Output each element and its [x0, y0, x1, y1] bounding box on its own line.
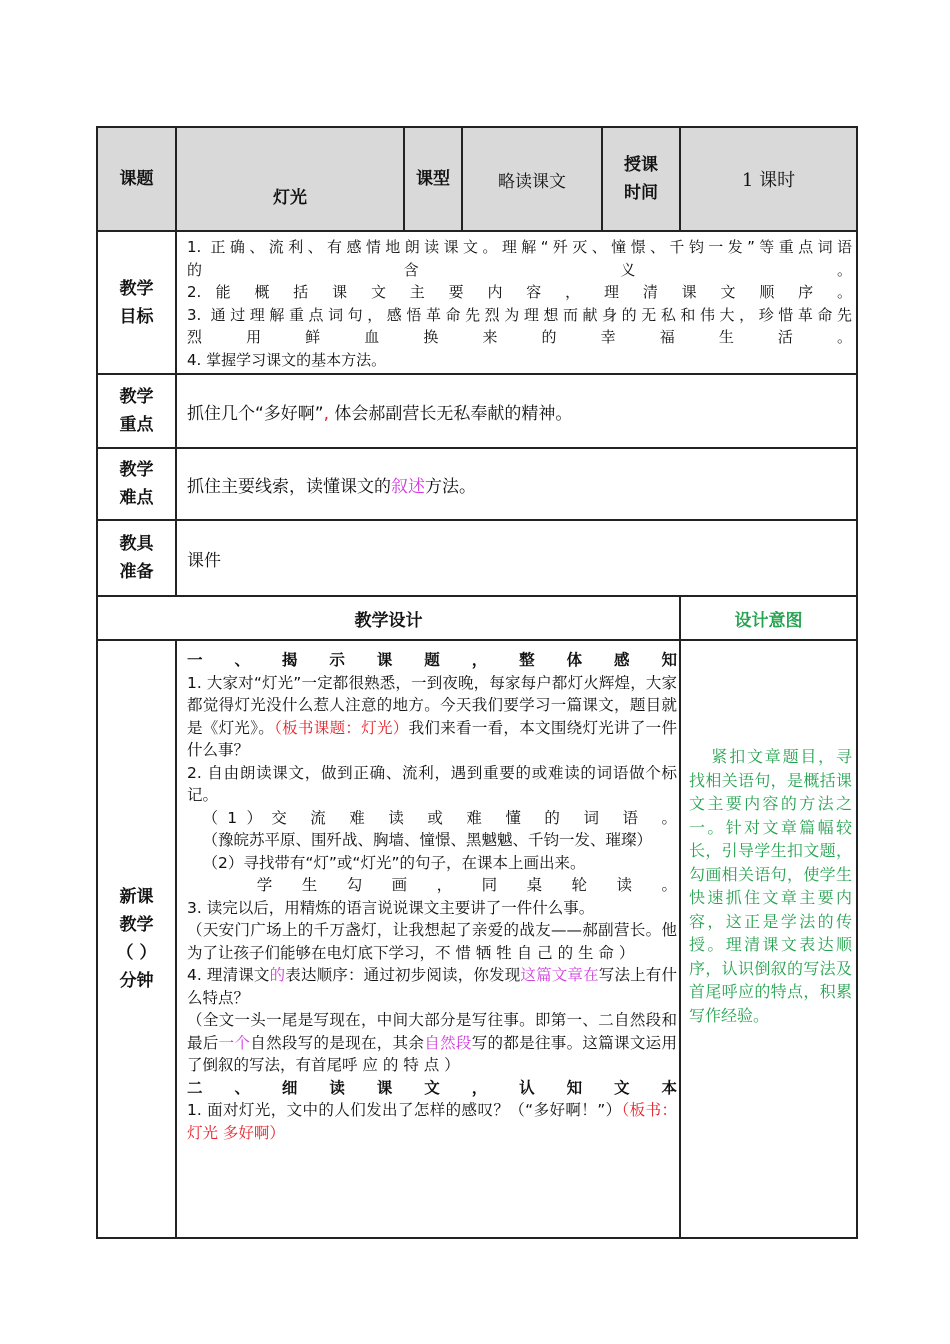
section-heading-2: 二 、 细 读 课 文 ， 认 知 文 本: [187, 1078, 677, 1097]
paragraph-2: 2. 自由朗读课文，做到正确、流利，遇到重要的或难读的词语做个标记。: [187, 763, 677, 804]
p10-text-c: 写的都是往事。这篇课文运用了倒叙的写法，有首尾呼 应 的 特 点 ）: [187, 1033, 677, 1074]
goals-label-line-1: 教学: [119, 278, 154, 299]
tools-label-line-1: 教具: [119, 534, 154, 554]
p1-text-a: 1. 大家对“灯光”一定都很熟悉，一到夜晚，每家每户都灯火辉煌，大家都觉得灯光没什么惹人注意的地方。今天我们要学习一篇课文，题目就是《灯光》。: [187, 673, 677, 737]
topic-label: 课题: [97, 127, 176, 231]
section-heading-1: 一 、 揭 示 课 题 ， 整 体 感 知: [187, 651, 677, 669]
p10-text-a: （全文一头一尾是写现在，中间大部分是写往事。即第一、二自然段和最后: [187, 1011, 677, 1052]
goal-line-4: 3. 通过理解重点词句，感悟革命先烈为理想而献身的无私和伟大，珍惜革命先: [187, 305, 852, 324]
p1-board-note: （板书课题：灯光）: [274, 718, 409, 737]
goals-content: [176, 231, 857, 374]
goal-line-2: 的 含 义 。: [187, 260, 852, 279]
p10-highlight-2: 自然段: [424, 1033, 472, 1052]
tools-label: [97, 520, 176, 596]
side-label-line-4: 分钟: [119, 971, 154, 991]
type-label: 课型: [404, 127, 462, 231]
difficulty-text-b: 方法。: [425, 476, 476, 497]
paragraph-8: （天安门广场上的千万盏灯，让我想起了亲爱的战友——郝副营长。他为了让孩子们能够在电灯底下学习，不 惜 牺 牲 自 己 的 生 命 ）: [187, 921, 677, 962]
paragraph-9: [187, 964, 677, 1009]
p11-board-note: （板书：灯光 多好啊）: [187, 1101, 677, 1142]
difficulty-text-a: 抓住主要线索，读懂课文的: [187, 476, 391, 497]
p9-text-c: 写法上有什么特点？: [187, 966, 677, 1007]
goal-line-6: 4. 掌握学习课文的基本方法。: [187, 350, 387, 369]
paragraph-3: （1）交 流 难 读 或 难 懂 的 词 语 。: [202, 808, 677, 827]
time-value: 1 课时: [680, 127, 857, 231]
paragraph-10: [187, 1009, 677, 1077]
paragraph-1: [187, 672, 677, 762]
time-label: [602, 127, 680, 231]
design-side-label: [97, 640, 176, 1238]
goals-label: [97, 231, 176, 374]
p1-text-b: 我们来看一看，本文围绕灯光讲了一件什么事？: [187, 718, 677, 759]
tools-label-line-2: 准备: [119, 562, 154, 582]
focus-comma: ,: [323, 403, 330, 424]
lesson-plan-table: [96, 126, 858, 1239]
intent-text: 紧扣文章题目，寻找相关语句，是概括课文主要内容的方法之一。针对文章篇幅较长，引导学生扣文题，勾画相关语句，使学生快速抓住文章主要内容，这正是学法的传授。理清课文表达顺序，认识倒叙的写法及首尾呼应的特点，积累写作经验。: [689, 747, 852, 1025]
difficulty-label: [97, 448, 176, 520]
difficulty-row: [97, 448, 857, 520]
time-label-line-2: 时间: [624, 183, 658, 203]
topic-value: 灯光: [176, 127, 404, 231]
goals-row: [97, 231, 857, 374]
focus-label: [97, 374, 176, 448]
p10-highlight-1: 一个: [218, 1033, 251, 1052]
side-label-line-3: （ ）: [116, 943, 157, 963]
paragraph-5: （2）寻找带有“灯”或“灯光”的句子，在课本上画出来。: [202, 853, 586, 872]
focus-label-line-1: 教学: [119, 387, 154, 407]
difficulty-label-line-2: 难点: [119, 488, 154, 508]
difficulty-label-line-1: 教学: [119, 460, 154, 480]
p9-highlight-2: 这篇文章在: [520, 966, 599, 984]
type-value: 略读课文: [462, 127, 602, 231]
goal-line-5: 烈 用 鲜 血 换 来 的 幸 福 生 活 。: [187, 328, 852, 346]
intent-content: [680, 640, 857, 1238]
intent-title: 设计意图: [680, 596, 857, 640]
difficulty-highlight: 叙述: [391, 476, 425, 497]
goal-line-3: 2. 能 概 括 课 文 主 要 内 容 ， 理 清 课 文 顺 序 。: [187, 283, 852, 301]
tools-row: [97, 520, 857, 596]
paragraph-6: 学 生 勾 画 ， 同 桌 轮 读 。: [256, 876, 677, 894]
difficulty-content: [176, 448, 857, 520]
p9-highlight-1: 的: [269, 966, 286, 984]
paragraph-4: （豫皖苏平原、围歼战、胸墙、憧憬、黑魆魆、千钧一发、璀璨）: [202, 831, 653, 849]
p9-text-b: 表达顺序：通过初步阅读，你发现: [285, 966, 521, 984]
goal-line-1: 1. 正确、流利、有感情地朗读课文。理解“歼灭、憧憬、千钧一发”等重点词语: [187, 238, 852, 256]
design-header-row: [97, 596, 857, 640]
design-title: 教学设计: [97, 596, 680, 640]
p9-text-a: 4. 理清课文: [187, 966, 270, 984]
p10-text-b: 自然段写的是现在，其余: [250, 1033, 425, 1052]
paragraph-11: [187, 1099, 677, 1144]
side-label-line-1: 新课: [119, 887, 154, 907]
design-body-row: [97, 640, 857, 1238]
goals-label-line-2: 目标: [119, 306, 154, 327]
paragraph-7: 3. 读完以后，用精炼的语言说说课文主要讲了一件什么事。: [187, 898, 595, 917]
focus-text-b: 体会郝副营长无私奉献的精神。: [329, 403, 573, 424]
design-content: [176, 640, 680, 1238]
side-label-line-2: 教学: [119, 915, 154, 935]
time-label-line-1: 授课: [624, 155, 658, 175]
tools-content: 课件: [176, 520, 857, 596]
focus-row: [97, 374, 857, 448]
focus-label-line-2: 重点: [119, 415, 154, 435]
p11-text-a: 1. 面对灯光，文中的人们发出了怎样的感叹？（“多好啊！”）: [187, 1101, 622, 1119]
focus-content: [176, 374, 857, 448]
header-row: [97, 127, 857, 231]
focus-text-a: 抓住几个“多好啊”: [187, 403, 324, 424]
